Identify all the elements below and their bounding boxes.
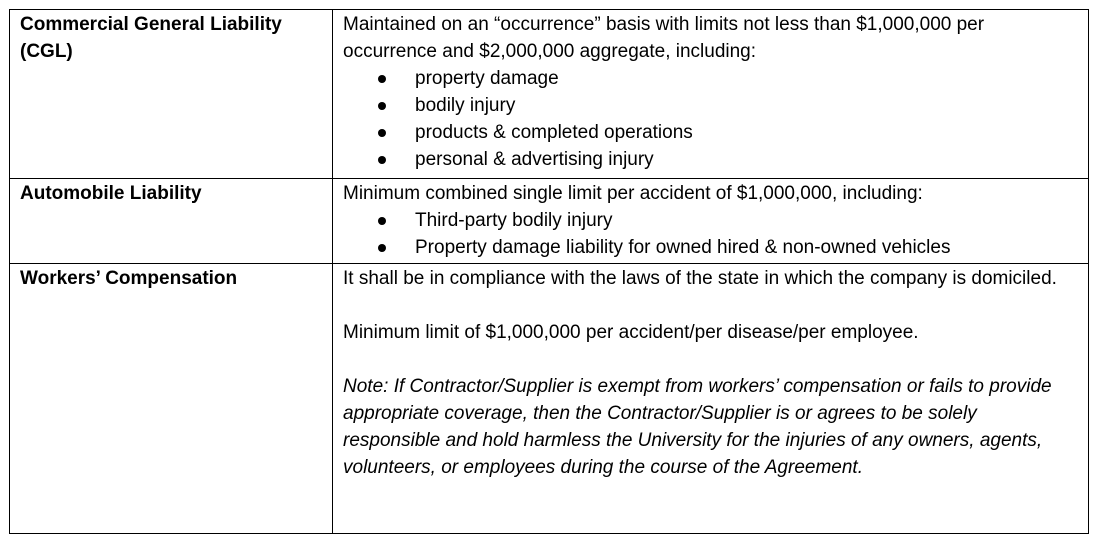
bullet-icon: [378, 217, 386, 225]
list-item: [343, 207, 1078, 234]
coverage-type-cell: Automobile Liability: [10, 179, 333, 264]
requirement-intro: Minimum combined single limit per accident of $1,000,000, including:: [343, 183, 923, 204]
list-item: [343, 92, 1078, 119]
list-item-text: Property damage liability for owned hired & non-owned vehicles: [415, 237, 951, 258]
requirement-cell: [333, 264, 1089, 534]
bullet-icon: [378, 102, 386, 110]
requirement-paragraph: It shall be in compliance with the laws of the state in which the company is domiciled.: [343, 268, 1057, 289]
requirement-cell: [333, 10, 1089, 179]
list-item-text: Third-party bodily injury: [415, 210, 613, 231]
list-item: [343, 146, 1078, 173]
requirement-intro: Maintained on an “occurrence” basis with limits not less than $1,000,000 per occurrence and $2,000,000 aggregate, including:: [343, 14, 985, 62]
list-item: [343, 234, 1078, 261]
list-item-text: bodily injury: [415, 95, 516, 116]
list-item: [343, 65, 1078, 92]
insurance-requirements-table: [9, 9, 1089, 534]
table-row: [10, 10, 1089, 179]
table-row: [10, 264, 1089, 534]
bullet-icon: [378, 129, 386, 137]
requirement-cell: [333, 179, 1089, 264]
bullet-list: [343, 207, 1078, 261]
requirement-note: Note: If Contractor/Supplier is exempt from workers’ compensation or fails to provide appropriate coverage, then the Contractor/Supplier is or agrees to be solely responsible and hold harmless the University for the injuries of any owners, agents, volunteers, or employees during the course of the Agreement.: [343, 376, 1052, 478]
list-item-text: property damage: [415, 68, 559, 89]
bullet-icon: [378, 75, 386, 83]
requirement-paragraph: Minimum limit of $1,000,000 per accident/per disease/per employee.: [343, 322, 919, 343]
coverage-type-cell: Workers’ Compensation: [10, 264, 333, 534]
table-row: [10, 179, 1089, 264]
list-item: [343, 119, 1078, 146]
bullet-icon: [378, 244, 386, 252]
list-item-text: personal & advertising injury: [415, 149, 654, 170]
coverage-type-cell: Commercial General Liability (CGL): [10, 10, 333, 179]
bullet-icon: [378, 156, 386, 164]
bullet-list: [343, 65, 1078, 173]
list-item-text: products & completed operations: [415, 122, 693, 143]
